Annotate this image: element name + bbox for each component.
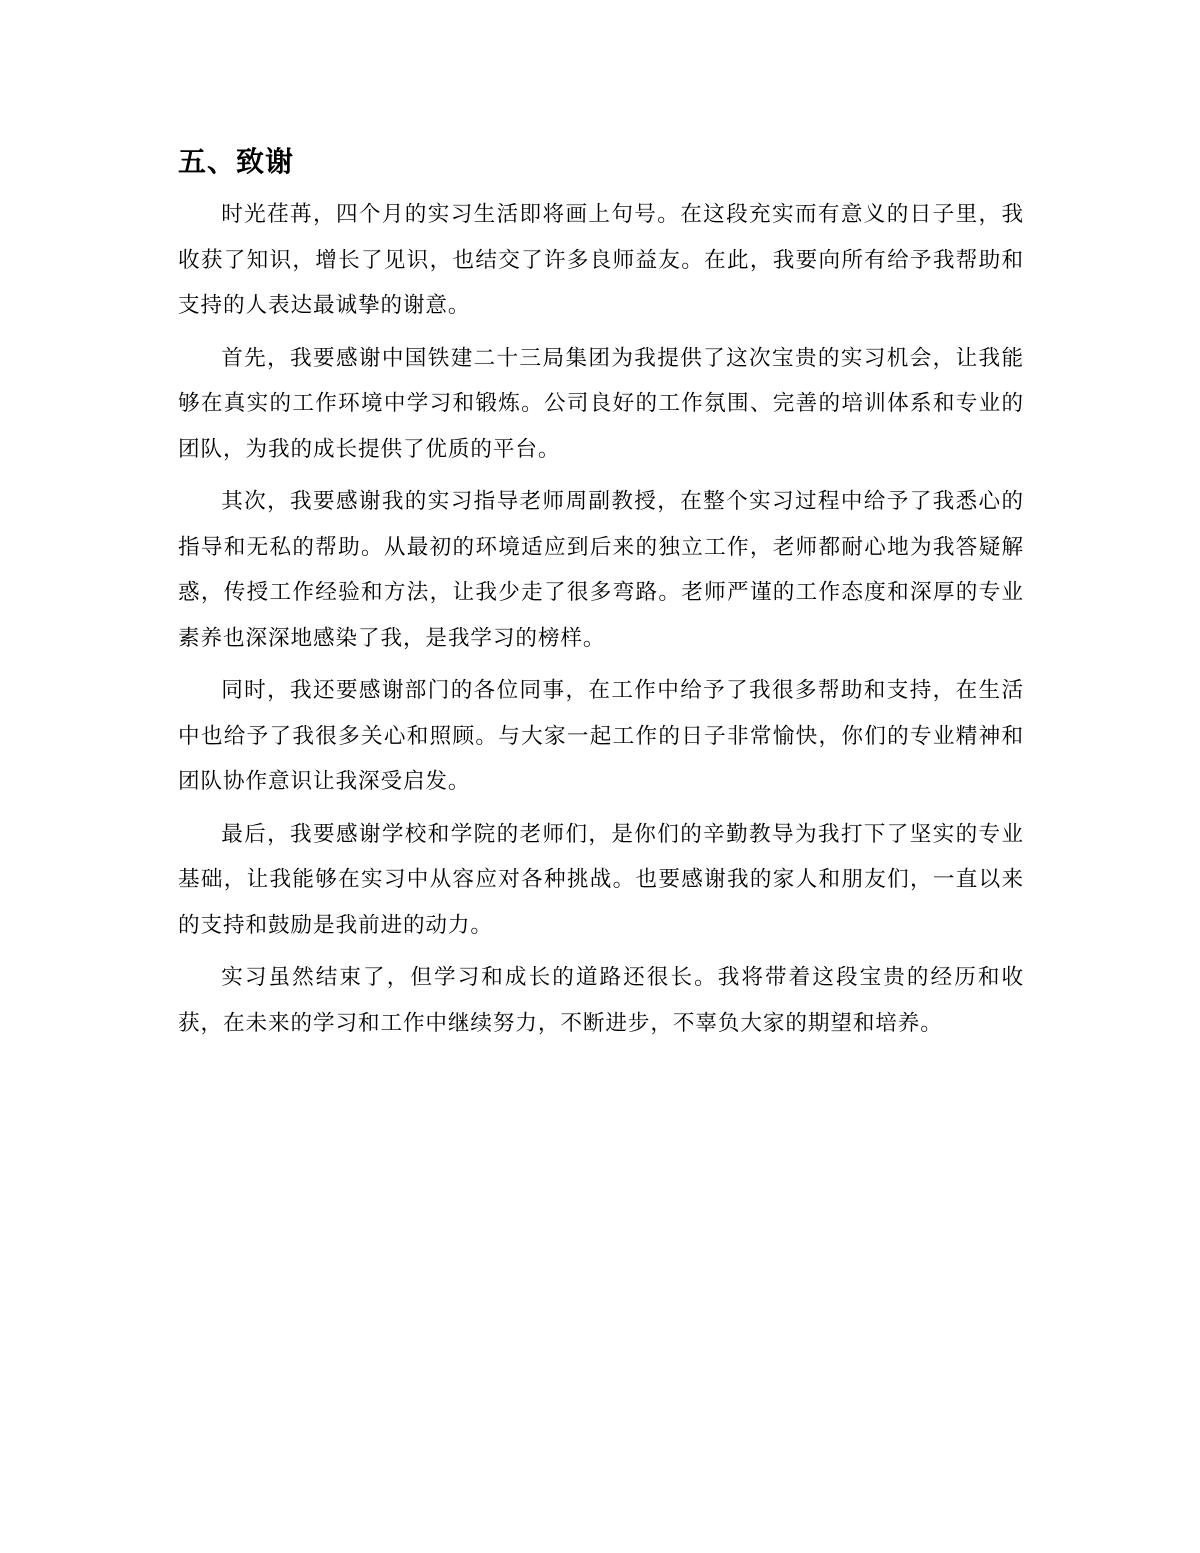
page-content <box>178 136 1024 1053</box>
section-title: 五、致谢 <box>178 145 295 178</box>
paragraph-closing: 实习虽然结束了，但学习和成长的道路还很长。我将带着这段宝贵的经历和收获，在未来的学习和工作中继续努力，不断进步，不辜负大家的期望和培养。 <box>178 965 1024 1036</box>
paragraph-intro: 时光荏苒，四个月的实习生活即将画上句号。在这段充实而有意义的日子里，我收获了知识，增长了见识，也结交了许多良师益友。在此，我要向所有给予我帮助和支持的人表达最诚挚的谢意。 <box>178 202 1024 318</box>
paragraph-company-thanks: 首先，我要感谢中国铁建二十三局集团为我提供了这次宝贵的实习机会，让我能够在真实的工作环境中学习和锻炼。公司良好的工作氛围、完善的培训体系和专业的团队，为我的成长提供了优质的平台。 <box>178 345 1024 462</box>
paragraph-colleagues-thanks: 同时，我还要感谢部门的各位同事，在工作中给予了我很多帮助和支持，在生活中也给予了我很多关心和照顾。与大家一起工作的日子非常愉快，你们的专业精神和团队协作意识让我深受启发。 <box>178 678 1024 794</box>
paragraph-advisor-thanks: 其次，我要感谢我的实习指导老师周副教授，在整个实习过程中给予了我悉心的指导和无私的帮助。从最初的环境适应到后来的独立工作，老师都耐心地为我答疑解惑，传授工作经验和方法，让我少走了很多弯路。老师严谨的工作态度和深厚的专业素养也深深地感染了我，是我学习的榜样。 <box>178 489 1024 651</box>
paragraph-school-family-thanks: 最后，我要感谢学校和学院的老师们，是你们的辛勤教导为我打下了坚实的专业基础，让我能够在实习中从容应对各种挑战。也要感谢我的家人和朋友们，一直以来的支持和鼓励是我前进的动力。 <box>178 821 1024 938</box>
